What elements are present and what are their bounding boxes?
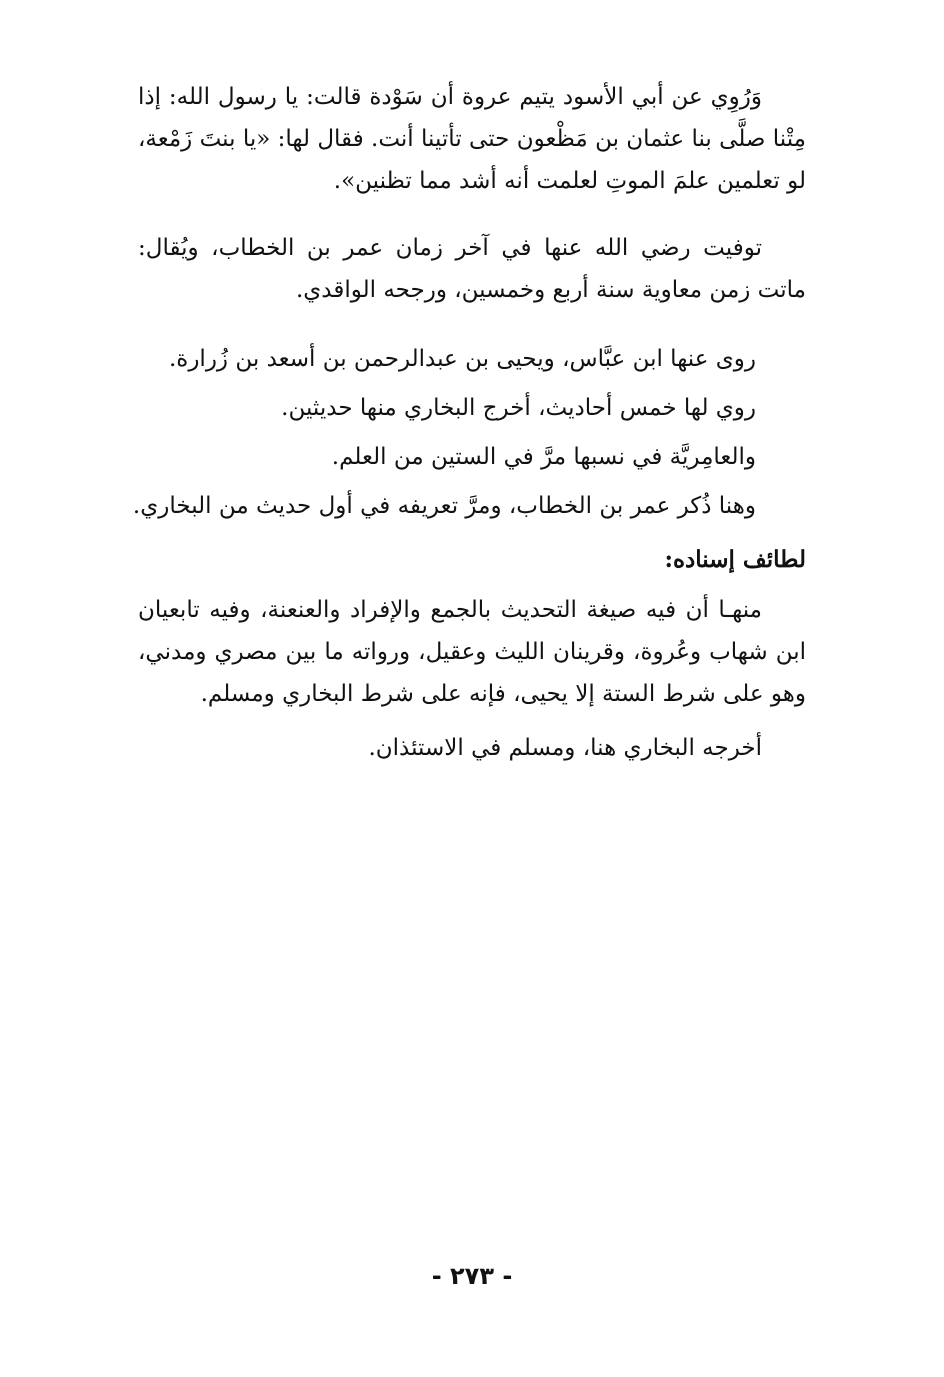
paragraph-sawda-hadith: وَرُوِي عن أبي الأسود يتيم عروة أن سَوْدة قالت: يا رسول الله: إذا مِتْنا صلَّى بنا عثمان بن مَظْعون حتى تأتينا أنت. فقال لها: «يا بنتَ زَمْعة، لو تعلمين علمَ الموتِ لعلمت أنه أشد مما تظنين». xyxy=(138,84,806,194)
section-heading: لطائف إسناده: xyxy=(664,546,806,573)
note-line: روي لها خمس أحاديث، أخرج البخاري منها حديثين. xyxy=(281,395,756,421)
paragraph-takhrij: أخرجه البخاري هنا، ومسلم في الاستئذان. xyxy=(368,735,762,761)
note-line: روى عنها ابن عبَّاس، ويحيى بن عبدالرحمن بن أسعد بن زُرارة. xyxy=(168,346,756,372)
page-number: - ٢٧٣ - xyxy=(431,1262,513,1290)
note-line: والعامِريَّة في نسبها مرَّ في الستين من العلم. xyxy=(331,444,756,470)
paragraph-death-date: توفيت رضي الله عنها في آخر زمان عمر بن الخطاب، ويُقال: ماتت زمن معاوية سنة أربع وخمسين، ورجحه الواقدي. xyxy=(138,235,806,303)
note-line: وهنا ذُكر عمر بن الخطاب، ومرَّ تعريفه في أول حديث من البخاري. xyxy=(132,493,756,519)
paragraph-isnad-notes: منهـا أن فيه صيغة التحديث بالجمع والإفراد والعنعنة، وفيه تابعيان ابن شهاب وعُروة، وقرينان الليث وعقيل، ورواته ما بين مصري ومدني، وهو على شرط الستة إلا يحيى، فإنه على شرط البخاري ومسلم. xyxy=(138,597,806,707)
narrator-notes xyxy=(132,335,756,531)
